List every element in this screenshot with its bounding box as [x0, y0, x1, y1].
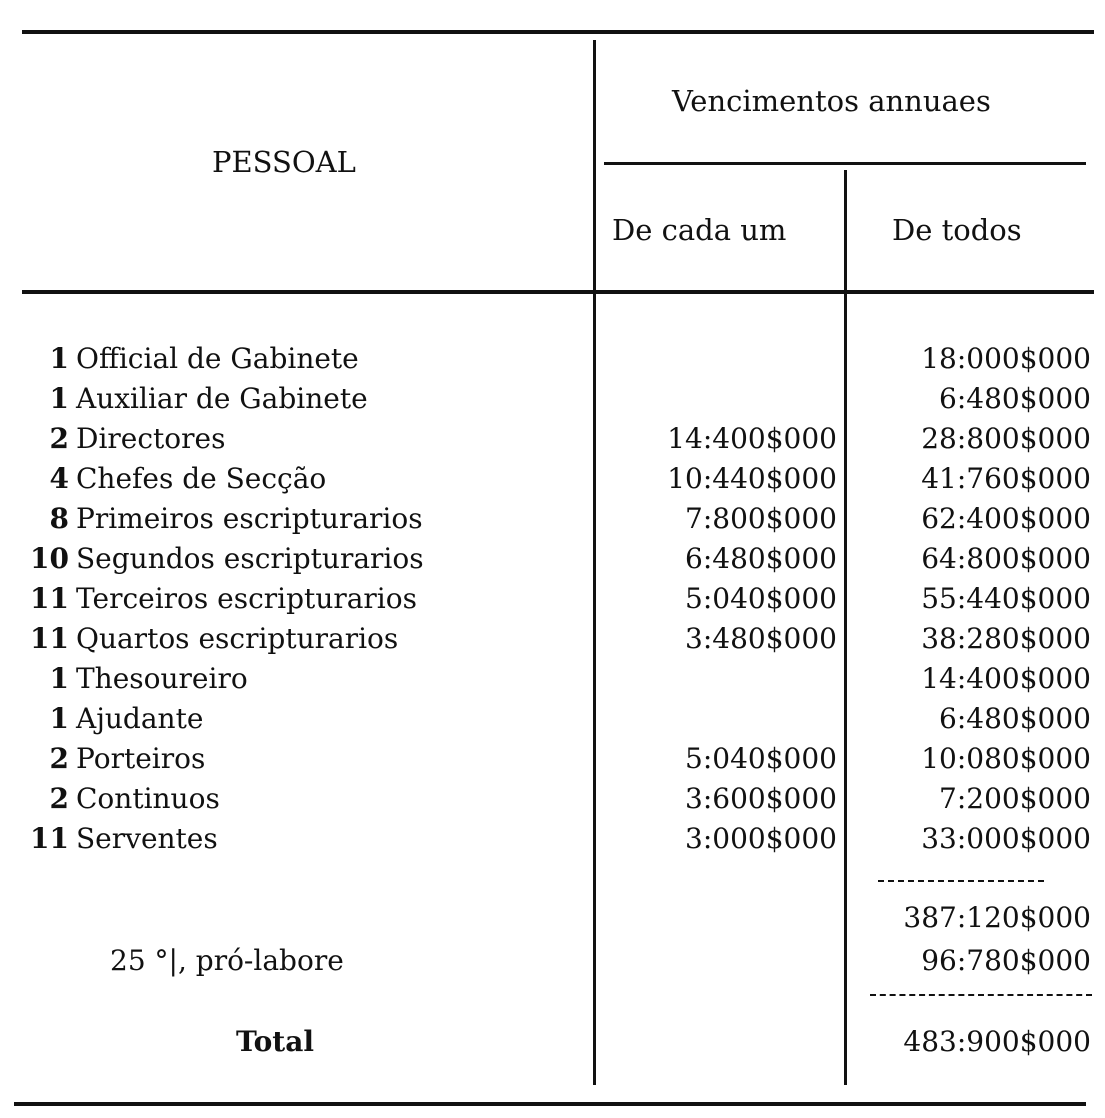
- subtotal-dashes: [878, 880, 1044, 882]
- row-each-salary: 3:000$000: [685, 822, 837, 855]
- row-quantity: 1: [49, 662, 69, 695]
- total-dashes: [870, 994, 1092, 996]
- row-description: Terceiros escripturarios: [76, 582, 417, 615]
- row-total-salary: 64:800$000: [921, 542, 1091, 575]
- row-description: Continuos: [76, 782, 220, 815]
- row-description: Primeiros escripturarios: [76, 502, 423, 535]
- row-total-salary: 18:000$000: [921, 342, 1091, 375]
- row-description: Official de Gabinete: [76, 342, 359, 375]
- table-row: [0, 696, 1105, 736]
- subheader-rule: [604, 162, 1086, 165]
- row-quantity: 10: [30, 542, 69, 575]
- subtotal-value: 387:120$000: [903, 901, 1091, 934]
- bottom-rule: [14, 1102, 1086, 1106]
- table-row: [0, 616, 1105, 656]
- row-quantity: 8: [49, 502, 69, 535]
- row-description: Ajudante: [76, 702, 204, 735]
- header-de-cada-um: De cada um: [612, 213, 787, 247]
- row-each-salary: 6:480$000: [685, 542, 837, 575]
- row-total-salary: 6:480$000: [939, 382, 1091, 415]
- table-row: [0, 656, 1105, 696]
- row-total-salary: 10:080$000: [921, 742, 1091, 775]
- table-row: [0, 416, 1105, 456]
- row-each-salary: 3:480$000: [685, 622, 837, 655]
- row-description: Serventes: [76, 822, 218, 855]
- row-quantity: 1: [49, 382, 69, 415]
- header-vencimentos: Vencimentos annuaes: [672, 84, 991, 118]
- header-pessoal: PESSOAL: [212, 145, 356, 179]
- prolabore-value: 96:780$000: [921, 944, 1091, 977]
- table-row: [0, 736, 1105, 776]
- row-each-salary: 5:040$000: [685, 742, 837, 775]
- row-quantity: 2: [49, 422, 69, 455]
- row-quantity: 11: [30, 822, 69, 855]
- row-each-salary: 3:600$000: [685, 782, 837, 815]
- table-row: [0, 496, 1105, 536]
- row-total-salary: 55:440$000: [921, 582, 1091, 615]
- row-each-salary: 10:440$000: [667, 462, 837, 495]
- table-row: [0, 536, 1105, 576]
- row-description: Directores: [76, 422, 226, 455]
- row-description: Chefes de Secção: [76, 462, 327, 495]
- header-bottom-rule: [22, 290, 1094, 294]
- prolabore-label: 25 °|, pró-labore: [110, 944, 344, 977]
- row-description: Porteiros: [76, 742, 206, 775]
- table-row: [0, 336, 1105, 376]
- table-row: [0, 576, 1105, 616]
- row-each-salary: 5:040$000: [685, 582, 837, 615]
- total-label: Total: [236, 1025, 315, 1058]
- row-total-salary: 6:480$000: [939, 702, 1091, 735]
- table-row: [0, 776, 1105, 816]
- row-total-salary: 62:400$000: [921, 502, 1091, 535]
- total-value: 483:900$000: [903, 1025, 1091, 1058]
- row-description: Segundos escripturarios: [76, 542, 424, 575]
- table-row: [0, 376, 1105, 416]
- row-total-salary: 7:200$000: [939, 782, 1091, 815]
- row-total-salary: 14:400$000: [921, 662, 1091, 695]
- row-total-salary: 28:800$000: [921, 422, 1091, 455]
- row-description: Quartos escripturarios: [76, 622, 399, 655]
- header-de-todos: De todos: [892, 213, 1022, 247]
- row-quantity: 11: [30, 582, 69, 615]
- row-quantity: 4: [49, 462, 69, 495]
- row-quantity: 11: [30, 622, 69, 655]
- table-row: [0, 456, 1105, 496]
- row-each-salary: 7:800$000: [685, 502, 837, 535]
- row-quantity: 1: [49, 702, 69, 735]
- row-quantity: 2: [49, 742, 69, 775]
- row-total-salary: 41:760$000: [921, 462, 1091, 495]
- row-each-salary: 14:400$000: [667, 422, 837, 455]
- row-total-salary: 33:000$000: [921, 822, 1091, 855]
- row-description: Thesoureiro: [76, 662, 248, 695]
- table-row: [0, 816, 1105, 856]
- row-quantity: 1: [49, 342, 69, 375]
- row-total-salary: 38:280$000: [921, 622, 1091, 655]
- top-rule: [22, 30, 1094, 34]
- row-quantity: 2: [49, 782, 69, 815]
- row-description: Auxiliar de Gabinete: [76, 382, 368, 415]
